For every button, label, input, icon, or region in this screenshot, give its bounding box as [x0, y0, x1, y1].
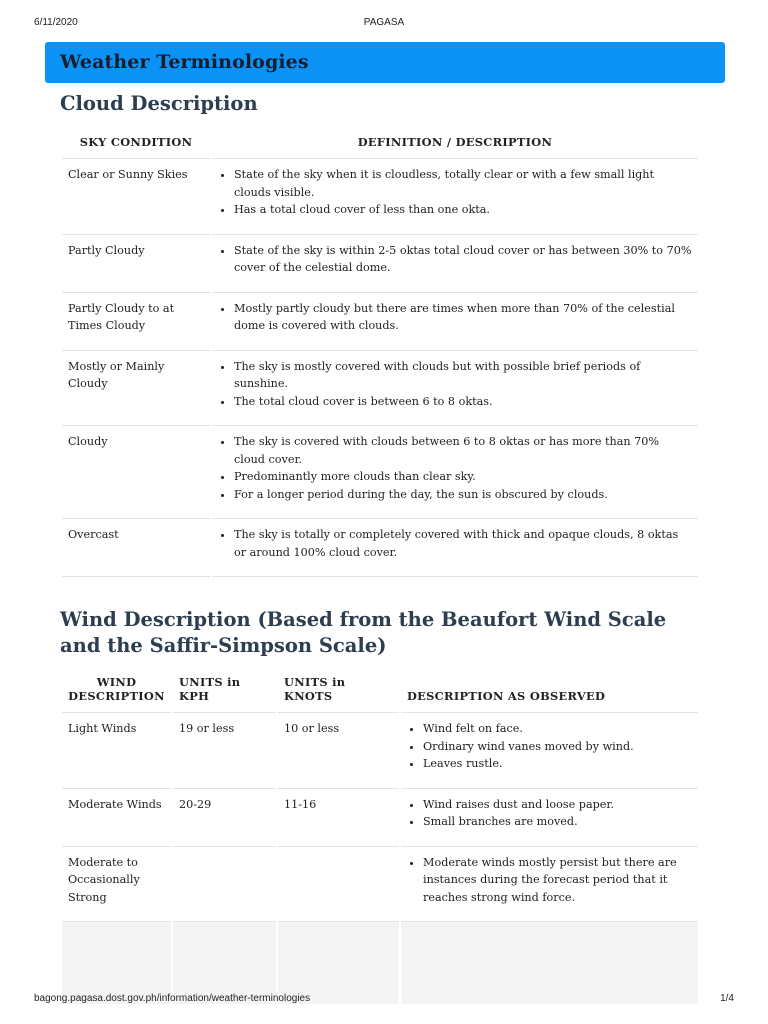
observed-list [407, 854, 692, 907]
table-row [62, 159, 698, 235]
observed-list [407, 720, 692, 773]
empty-cell [62, 922, 171, 1004]
knots-cell: 11-16 [278, 789, 399, 847]
wind-description-cell: Moderate Winds [62, 789, 171, 847]
knots-cell [278, 847, 399, 923]
observed-cell [401, 789, 698, 847]
print-page-number: 1/4 [720, 993, 734, 1004]
list-item: • Wind felt on face. [423, 720, 692, 738]
table-row [62, 235, 698, 293]
table-row [62, 847, 698, 923]
kph-cell [173, 847, 276, 923]
print-date: 6/11/2020 [34, 17, 78, 28]
list-item: • For a longer period during the day, the sun is obscured by clouds. [234, 486, 692, 504]
list-item: • Small branches are moved. [423, 813, 692, 831]
definition-cell [212, 351, 698, 427]
print-footer [34, 993, 734, 1007]
sky-condition-cell: Partly Cloudy [62, 235, 210, 293]
definition-list [218, 358, 692, 411]
definition-cell [212, 293, 698, 351]
definition-cell [212, 235, 698, 293]
list-item: • Moderate winds mostly persist but there are instances during the forecast period that it reaches strong wind force. [423, 854, 692, 907]
empty-cell [401, 922, 698, 1004]
header-sky-condition: SKY CONDITION [62, 128, 210, 159]
table-row [62, 293, 698, 351]
definition-list [218, 242, 692, 277]
header-wind-description: WIND DESCRIPTION [62, 668, 171, 713]
cloud-table-body [62, 159, 698, 577]
definition-list [218, 166, 692, 219]
table-row [62, 519, 698, 577]
wind-description-table [60, 668, 700, 1004]
list-item: • Mostly partly cloudy but there are times when more than 70% of the celestial dome is covered with clouds. [234, 300, 692, 335]
table-header-row [62, 668, 698, 713]
sky-condition-cell: Overcast [62, 519, 210, 577]
definition-cell [212, 426, 698, 519]
cloud-description-table [60, 128, 700, 577]
print-header [34, 17, 734, 31]
table-row [62, 922, 698, 1004]
list-item: • Ordinary wind vanes moved by wind. [423, 738, 692, 756]
definition-cell [212, 159, 698, 235]
wind-description-cell: Moderate to Occasionally Strong [62, 847, 171, 923]
definition-cell [212, 519, 698, 577]
observed-list [407, 796, 692, 831]
knots-cell: 10 or less [278, 713, 399, 789]
empty-cell [173, 922, 276, 1004]
list-item: • State of the sky is within 2-5 oktas total cloud cover or has between 30% to 70% cover of the celestial dome. [234, 242, 692, 277]
header-units-knots: UNITS in KNOTS [278, 668, 399, 713]
observed-cell [401, 847, 698, 923]
sky-condition-cell: Clear or Sunny Skies [62, 159, 210, 235]
header-units-kph: UNITS in KPH [173, 668, 276, 713]
page-banner [45, 42, 725, 83]
list-item: • Leaves rustle. [423, 755, 692, 773]
table-row [62, 351, 698, 427]
wind-section-title: Wind Description (Based from the Beaufort Wind Scale and the Saffir-Simpson Scale) [60, 608, 667, 657]
definition-list [218, 526, 692, 561]
kph-cell: 19 or less [173, 713, 276, 789]
list-item: • Wind raises dust and loose paper. [423, 796, 692, 814]
header-definition: DEFINITION / DESCRIPTION [212, 128, 698, 159]
sky-condition-cell: Partly Cloudy to at Times Cloudy [62, 293, 210, 351]
list-item: • Predominantly more clouds than clear sky. [234, 468, 692, 486]
observed-cell [401, 713, 698, 789]
wind-description-cell: Light Winds [62, 713, 171, 789]
definition-list [218, 300, 692, 335]
cloud-section-title: Cloud Description [60, 92, 258, 115]
table-row [62, 426, 698, 519]
sky-condition-cell: Mostly or Mainly Cloudy [62, 351, 210, 427]
definition-list [218, 433, 692, 503]
list-item: • The sky is covered with clouds between 6 to 8 oktas or has more than 70% cloud cover. [234, 433, 692, 468]
sky-condition-cell: Cloudy [62, 426, 210, 519]
print-page-title: PAGASA [363, 17, 405, 28]
list-item: • The total cloud cover is between 6 to 8 oktas. [234, 393, 692, 411]
empty-cell [278, 922, 399, 1004]
list-item: • The sky is mostly covered with clouds but with possible brief periods of sunshine. [234, 358, 692, 393]
header-description-observed: DESCRIPTION AS OBSERVED [401, 668, 698, 713]
page-title: Weather Terminologies [60, 51, 309, 73]
table-row [62, 789, 698, 847]
list-item: • State of the sky when it is cloudless, totally clear or with a few small light clouds visible. [234, 166, 692, 201]
table-row [62, 713, 698, 789]
list-item: • Has a total cloud cover of less than one okta. [234, 201, 692, 219]
kph-cell: 20-29 [173, 789, 276, 847]
wind-table-body [62, 713, 698, 1004]
table-header-row [62, 128, 698, 159]
print-url: bagong.pagasa.dost.gov.ph/information/weather-terminologies [34, 993, 311, 1004]
list-item: • The sky is totally or completely covered with thick and opaque clouds, 8 oktas or around 100% cloud cover. [234, 526, 692, 561]
